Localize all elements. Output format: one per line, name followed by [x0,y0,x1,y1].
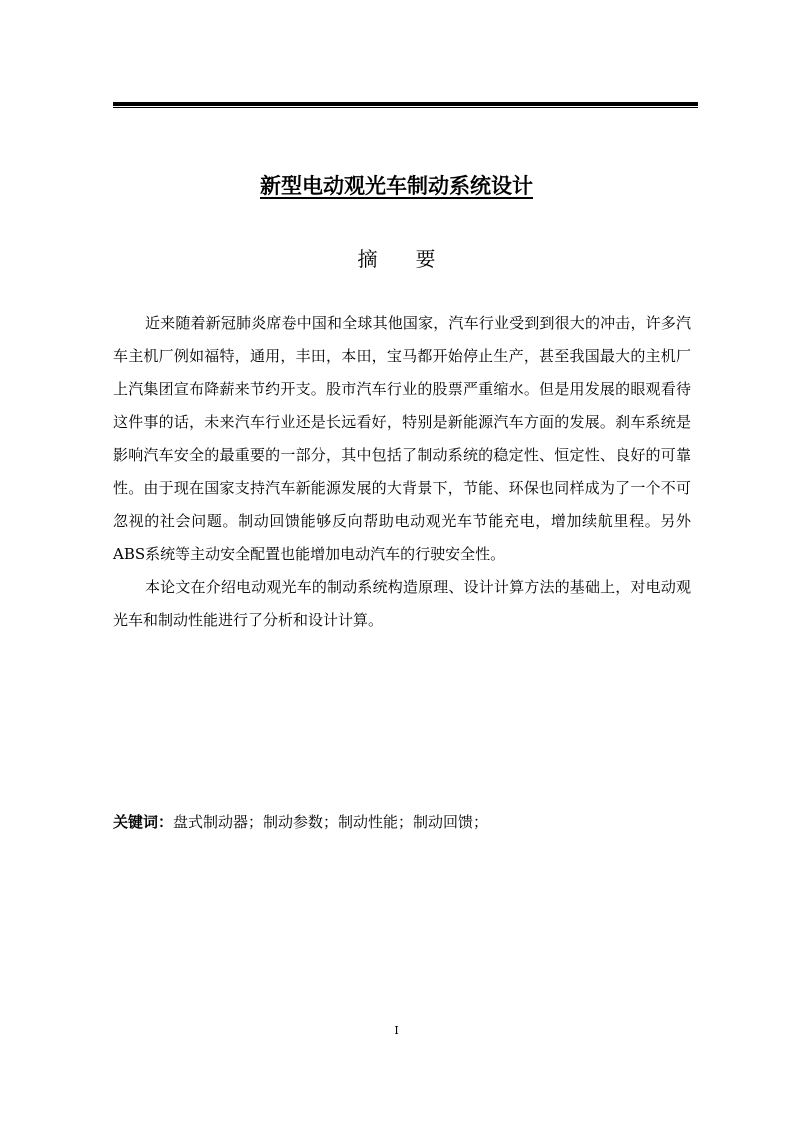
document-title-text: 新型电动观光车制动系统设计 [260,174,533,198]
keywords-line [113,808,691,836]
page-number: I [394,1024,399,1037]
abstract-body [113,307,691,637]
keywords-label: 关键词： [113,813,174,831]
abstract-paragraph-1: 近来随着新冠肺炎席卷中国和全球其他国家，汽车行业受到到很大的冲击，许多汽车主机厂例如福特，通用，丰田，本田，宝马都开始停止生产，甚至我国最大的主机厂上汽集团宣布降薪来节约开支。股市汽车行业的股票严重缩水。但是用发展的眼观看待这件事的话，未来汽车行业还是长远看好，特别是新能源汽车方面的发展。刹车系统是影响汽车安全的最重要的一部分，其中包括了制动系统的稳定性、恒定性、良好的可靠性。由于现在国家支持汽车新能源发展的大背景下，节能、环保也同样成为了一个不可忽视的社会问题。制动回馈能够反向帮助电动观光车节能充电，增加续航里程。另外ABS系统等主动安全配置也能增加电动汽车的行驶安全性。 [113,314,691,563]
document-title [0,170,793,200]
abstract-paragraph-2: 本论文在介绍电动观光车的制动系统构造原理、设计计算方法的基础上，对电动观光车和制动性能进行了分析和设计计算。 [113,578,691,629]
abstract-heading: 摘要 [357,247,474,271]
header-rule-thin [113,107,698,108]
header-rule-thick [113,102,698,106]
keywords-text: 盘式制动器；制动参数；制动性能；制动回馈； [173,813,489,831]
